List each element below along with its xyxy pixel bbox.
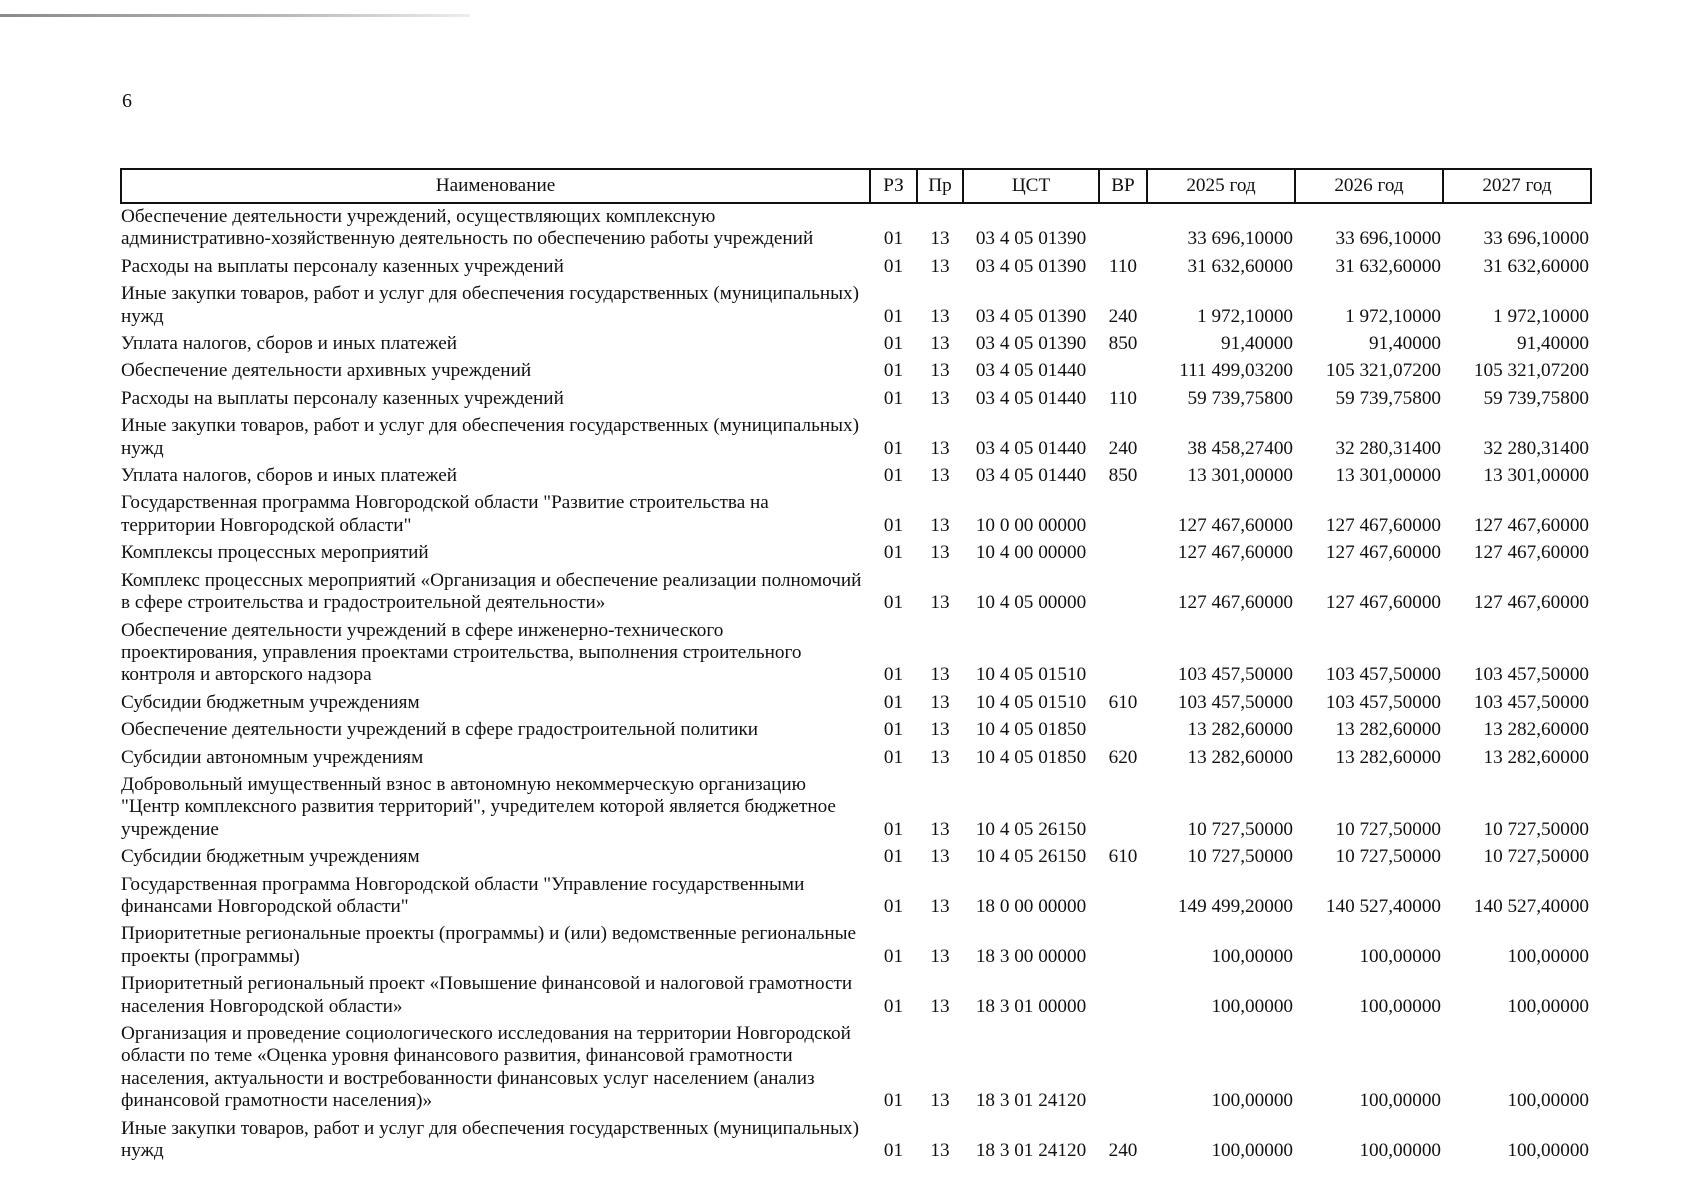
cell-pr: 13 bbox=[930, 592, 950, 614]
cell-pr: 13 bbox=[930, 1140, 950, 1162]
table-row bbox=[121, 490, 1591, 540]
table-row bbox=[121, 1116, 1591, 1166]
cell-2027: 100,00000 bbox=[1507, 1090, 1589, 1112]
cell-pr: 13 bbox=[930, 542, 950, 564]
cell-name: Уплата налогов, сборов и иных платежей bbox=[121, 465, 458, 487]
cell-2026: 127 467,60000 bbox=[1325, 514, 1441, 536]
cell-2025: 33 696,10000 bbox=[1187, 228, 1293, 250]
table-row bbox=[121, 745, 1591, 772]
cell-name: Добровольный имущественный взнос в автономную некоммерческую организацию "Центр комплексного развития территорий", учредителем которой является бюджетное учреждение bbox=[121, 773, 836, 840]
header-cst: ЦСТ bbox=[963, 169, 1099, 203]
cell-2027: 91,40000 bbox=[1517, 333, 1589, 355]
cell-2025: 31 632,60000 bbox=[1187, 255, 1293, 277]
cell-pr: 13 bbox=[930, 846, 950, 868]
cell-2027: 100,00000 bbox=[1507, 945, 1589, 967]
header-2025: 2025 год bbox=[1147, 169, 1295, 203]
cell-rz: 01 bbox=[883, 1090, 904, 1112]
cell-vr: 850 bbox=[1108, 333, 1138, 355]
table-header-row bbox=[121, 169, 1591, 203]
cell-2027: 100,00000 bbox=[1507, 1140, 1589, 1162]
header-2026: 2026 год bbox=[1295, 169, 1443, 203]
cell-2025: 103 457,50000 bbox=[1177, 691, 1293, 713]
cell-rz: 01 bbox=[883, 691, 904, 713]
cell-name: Обеспечение деятельности архивных учреждений bbox=[121, 360, 532, 382]
cell-2026: 33 696,10000 bbox=[1335, 228, 1441, 250]
table-row bbox=[121, 413, 1591, 463]
cell-vr bbox=[1099, 203, 1147, 254]
cell-cst: 10 4 05 01850 bbox=[975, 719, 1087, 741]
cell-vr bbox=[1099, 872, 1147, 922]
table-row bbox=[121, 717, 1591, 744]
header-pr: Пр bbox=[917, 169, 963, 203]
cell-pr: 13 bbox=[930, 228, 950, 250]
cell-name: Субсидии автономным учреждениям bbox=[121, 746, 424, 768]
cell-pr: 13 bbox=[930, 818, 950, 840]
table-row bbox=[121, 1021, 1591, 1116]
cell-vr bbox=[1099, 717, 1147, 744]
cell-rz: 01 bbox=[883, 746, 904, 768]
table-row bbox=[121, 203, 1591, 254]
cell-2026: 32 280,31400 bbox=[1335, 437, 1441, 459]
cell-cst: 18 3 01 00000 bbox=[975, 995, 1087, 1017]
cell-pr: 13 bbox=[930, 746, 950, 768]
cell-pr: 13 bbox=[930, 691, 950, 713]
cell-pr: 13 bbox=[930, 664, 950, 686]
cell-name: Иные закупки товаров, работ и услуг для обеспечения государственных (муниципальных) нужд bbox=[121, 415, 860, 459]
cell-2025: 100,00000 bbox=[1211, 995, 1293, 1017]
cell-2025: 91,40000 bbox=[1221, 333, 1293, 355]
table-row bbox=[121, 281, 1591, 331]
table-row bbox=[121, 971, 1591, 1021]
cell-2025: 59 739,75800 bbox=[1187, 387, 1293, 409]
cell-rz: 01 bbox=[883, 255, 904, 277]
cell-2026: 100,00000 bbox=[1359, 945, 1441, 967]
cell-2026: 1 972,10000 bbox=[1345, 305, 1441, 327]
cell-vr bbox=[1099, 772, 1147, 844]
table-row bbox=[121, 386, 1591, 413]
cell-2026: 105 321,07200 bbox=[1325, 360, 1441, 382]
cell-vr: 620 bbox=[1108, 746, 1138, 768]
cell-2025: 13 282,60000 bbox=[1187, 719, 1293, 741]
cell-cst: 18 3 00 00000 bbox=[975, 945, 1087, 967]
cell-pr: 13 bbox=[930, 945, 950, 967]
cell-name: Организация и проведение социологического исследования на территории Новгородской области по теме «Оценка уровня финансового развития, финансовой грамотности населения, актуальности и востребованности финансовых услуг населением (анализ финансовой грамотности населения)» bbox=[121, 1023, 851, 1112]
table-row bbox=[121, 772, 1591, 844]
header-name: Наименование bbox=[121, 169, 870, 203]
cell-2027: 100,00000 bbox=[1507, 995, 1589, 1017]
cell-2027: 103 457,50000 bbox=[1473, 664, 1589, 686]
cell-pr: 13 bbox=[930, 895, 950, 917]
cell-vr bbox=[1099, 540, 1147, 567]
table-row bbox=[121, 358, 1591, 385]
cell-2026: 59 739,75800 bbox=[1335, 387, 1441, 409]
cell-cst: 18 3 01 24120 bbox=[975, 1140, 1087, 1162]
cell-cst: 03 4 05 01390 bbox=[975, 305, 1087, 327]
cell-2026: 13 301,00000 bbox=[1335, 465, 1441, 487]
cell-2025: 149 499,20000 bbox=[1177, 895, 1293, 917]
cell-pr: 13 bbox=[930, 1090, 950, 1112]
cell-name: Расходы на выплаты персоналу казенных учреждений bbox=[121, 387, 564, 409]
cell-name: Приоритетный региональный проект «Повышение финансовой и налоговой грамотности населения Новгородской области» bbox=[121, 973, 853, 1017]
header-vr: ВР bbox=[1099, 169, 1147, 203]
cell-name: Субсидии бюджетным учреждениям bbox=[121, 846, 420, 868]
cell-2026: 13 282,60000 bbox=[1335, 746, 1441, 768]
cell-2026: 13 282,60000 bbox=[1335, 719, 1441, 741]
cell-rz: 01 bbox=[883, 846, 904, 868]
cell-rz: 01 bbox=[883, 360, 904, 382]
table-row bbox=[121, 540, 1591, 567]
cell-name: Приоритетные региональные проекты (программы) и (или) ведомственные региональные проекты (программы) bbox=[121, 923, 857, 967]
cell-cst: 10 4 05 01850 bbox=[975, 746, 1087, 768]
cell-vr bbox=[1099, 358, 1147, 385]
cell-name: Иные закупки товаров, работ и услуг для обеспечения государственных (муниципальных) нужд bbox=[121, 1117, 860, 1162]
cell-cst: 10 4 05 00000 bbox=[975, 592, 1087, 614]
cell-name: Государственная программа Новгородской области "Развитие строительства на территории Новгородской области" bbox=[121, 492, 769, 536]
cell-cst: 10 4 05 26150 bbox=[975, 846, 1087, 868]
table-row bbox=[121, 921, 1591, 971]
cell-rz: 01 bbox=[883, 228, 904, 250]
cell-2027: 13 282,60000 bbox=[1483, 746, 1589, 768]
cell-2026: 140 527,40000 bbox=[1325, 895, 1441, 917]
header-2027: 2027 год bbox=[1443, 169, 1591, 203]
scan-artifact-line bbox=[0, 14, 470, 17]
cell-2027: 31 632,60000 bbox=[1483, 255, 1589, 277]
cell-2027: 105 321,07200 bbox=[1473, 360, 1589, 382]
cell-2027: 127 467,60000 bbox=[1473, 542, 1589, 564]
cell-rz: 01 bbox=[883, 387, 904, 409]
cell-rz: 01 bbox=[883, 437, 904, 459]
cell-rz: 01 bbox=[883, 945, 904, 967]
cell-name: Комплексы процессных мероприятий bbox=[121, 542, 429, 564]
cell-2026: 91,40000 bbox=[1369, 333, 1441, 355]
cell-2026: 127 467,60000 bbox=[1325, 592, 1441, 614]
page-number: 6 bbox=[122, 90, 132, 112]
cell-vr bbox=[1099, 971, 1147, 1021]
cell-2026: 10 727,50000 bbox=[1335, 846, 1441, 868]
cell-cst: 18 0 00 00000 bbox=[975, 895, 1087, 917]
cell-name: Комплекс процессных мероприятий «Организация и обеспечение реализации полномочий в сфере строительства и градостроительной деятельности» bbox=[121, 569, 862, 614]
cell-2025: 100,00000 bbox=[1211, 1140, 1293, 1162]
cell-vr: 850 bbox=[1108, 465, 1138, 487]
cell-name: Расходы на выплаты персоналу казенных учреждений bbox=[121, 255, 564, 277]
cell-2026: 100,00000 bbox=[1359, 1090, 1441, 1112]
cell-cst: 10 4 05 01510 bbox=[975, 664, 1087, 686]
cell-cst: 03 4 05 01440 bbox=[975, 360, 1087, 382]
cell-2025: 10 727,50000 bbox=[1187, 818, 1293, 840]
cell-2025: 127 467,60000 bbox=[1177, 514, 1293, 536]
cell-2027: 59 739,75800 bbox=[1483, 387, 1589, 409]
cell-pr: 13 bbox=[930, 514, 950, 536]
cell-2026: 100,00000 bbox=[1359, 1140, 1441, 1162]
cell-2025: 13 301,00000 bbox=[1187, 465, 1293, 487]
table-row bbox=[121, 331, 1591, 358]
cell-rz: 01 bbox=[883, 818, 904, 840]
cell-2027: 13 282,60000 bbox=[1483, 719, 1589, 741]
cell-pr: 13 bbox=[930, 719, 950, 741]
cell-pr: 13 bbox=[930, 995, 950, 1017]
cell-vr: 610 bbox=[1108, 691, 1138, 713]
header-rz: РЗ bbox=[870, 169, 917, 203]
cell-cst: 10 0 00 00000 bbox=[975, 514, 1087, 536]
cell-2027: 103 457,50000 bbox=[1473, 691, 1589, 713]
cell-pr: 13 bbox=[930, 305, 950, 327]
cell-pr: 13 bbox=[930, 255, 950, 277]
cell-2025: 38 458,27400 bbox=[1187, 437, 1293, 459]
cell-name: Государственная программа Новгородской области "Управление государственными финансами Новгородской области" bbox=[121, 873, 805, 917]
cell-name: Обеспечение деятельности учреждений в сфере градостроительной политики bbox=[121, 719, 759, 741]
cell-2025: 111 499,03200 bbox=[1179, 360, 1293, 382]
cell-rz: 01 bbox=[883, 305, 904, 327]
table-row bbox=[121, 872, 1591, 922]
cell-cst: 03 4 05 01390 bbox=[975, 255, 1087, 277]
table-row bbox=[121, 618, 1591, 690]
table-body bbox=[121, 203, 1591, 1165]
cell-rz: 01 bbox=[883, 514, 904, 536]
cell-vr bbox=[1099, 1021, 1147, 1116]
cell-2027: 10 727,50000 bbox=[1483, 846, 1589, 868]
cell-rz: 01 bbox=[883, 333, 904, 355]
cell-2025: 100,00000 bbox=[1211, 1090, 1293, 1112]
cell-2026: 31 632,60000 bbox=[1335, 255, 1441, 277]
cell-rz: 01 bbox=[883, 719, 904, 741]
table-row bbox=[121, 254, 1591, 281]
cell-vr: 240 bbox=[1108, 305, 1138, 327]
cell-2027: 10 727,50000 bbox=[1483, 818, 1589, 840]
cell-2025: 1 972,10000 bbox=[1197, 305, 1293, 327]
budget-table bbox=[120, 168, 1592, 1165]
cell-2027: 127 467,60000 bbox=[1473, 592, 1589, 614]
cell-vr: 110 bbox=[1108, 387, 1138, 409]
cell-cst: 03 4 05 01390 bbox=[975, 333, 1087, 355]
cell-2027: 32 280,31400 bbox=[1483, 437, 1589, 459]
cell-2025: 127 467,60000 bbox=[1177, 592, 1293, 614]
cell-rz: 01 bbox=[883, 664, 904, 686]
cell-2027: 13 301,00000 bbox=[1483, 465, 1589, 487]
cell-rz: 01 bbox=[883, 895, 904, 917]
cell-2026: 103 457,50000 bbox=[1325, 691, 1441, 713]
cell-vr bbox=[1099, 568, 1147, 618]
cell-pr: 13 bbox=[930, 465, 950, 487]
cell-cst: 03 4 05 01390 bbox=[975, 228, 1087, 250]
cell-vr: 240 bbox=[1108, 1140, 1138, 1162]
table-row bbox=[121, 463, 1591, 490]
cell-2027: 1 972,10000 bbox=[1493, 305, 1589, 327]
cell-rz: 01 bbox=[883, 542, 904, 564]
cell-2027: 127 467,60000 bbox=[1473, 514, 1589, 536]
cell-name: Субсидии бюджетным учреждениям bbox=[121, 691, 420, 713]
cell-2025: 13 282,60000 bbox=[1187, 746, 1293, 768]
cell-vr bbox=[1099, 490, 1147, 540]
cell-2026: 10 727,50000 bbox=[1335, 818, 1441, 840]
cell-2025: 100,00000 bbox=[1211, 945, 1293, 967]
cell-cst: 03 4 05 01440 bbox=[975, 465, 1087, 487]
cell-pr: 13 bbox=[930, 360, 950, 382]
cell-cst: 03 4 05 01440 bbox=[975, 437, 1087, 459]
cell-2025: 127 467,60000 bbox=[1177, 542, 1293, 564]
cell-name: Иные закупки товаров, работ и услуг для обеспечения государственных (муниципальных) нужд bbox=[121, 283, 860, 327]
cell-2027: 140 527,40000 bbox=[1473, 895, 1589, 917]
cell-vr bbox=[1099, 921, 1147, 971]
cell-pr: 13 bbox=[930, 387, 950, 409]
cell-vr: 110 bbox=[1108, 255, 1138, 277]
cell-name: Обеспечение деятельности учреждений в сфере инженерно-технического проектирования, управления проектами строительства, выполнения строительного контроля и авторского надзора bbox=[121, 619, 802, 686]
cell-vr: 240 bbox=[1108, 437, 1138, 459]
cell-rz: 01 bbox=[883, 1140, 904, 1162]
cell-2026: 103 457,50000 bbox=[1325, 664, 1441, 686]
cell-vr: 610 bbox=[1108, 846, 1138, 868]
cell-pr: 13 bbox=[930, 333, 950, 355]
cell-name: Уплата налогов, сборов и иных платежей bbox=[121, 333, 458, 355]
cell-rz: 01 bbox=[883, 995, 904, 1017]
cell-2026: 127 467,60000 bbox=[1325, 542, 1441, 564]
table-row bbox=[121, 568, 1591, 618]
cell-cst: 10 4 00 00000 bbox=[975, 542, 1087, 564]
table-row bbox=[121, 690, 1591, 717]
cell-2027: 33 696,10000 bbox=[1483, 228, 1589, 250]
cell-vr bbox=[1099, 618, 1147, 690]
cell-cst: 10 4 05 26150 bbox=[975, 818, 1087, 840]
cell-cst: 10 4 05 01510 bbox=[975, 691, 1087, 713]
cell-name: Обеспечение деятельности учреждений, осуществляющих комплексную административно-хозяйственную деятельность по обеспечению работы учреждений bbox=[121, 206, 814, 250]
table-row bbox=[121, 844, 1591, 871]
cell-2026: 100,00000 bbox=[1359, 995, 1441, 1017]
cell-cst: 18 3 01 24120 bbox=[975, 1090, 1087, 1112]
cell-2025: 103 457,50000 bbox=[1177, 664, 1293, 686]
cell-cst: 03 4 05 01440 bbox=[975, 387, 1087, 409]
cell-rz: 01 bbox=[883, 465, 904, 487]
cell-pr: 13 bbox=[930, 437, 950, 459]
cell-rz: 01 bbox=[883, 592, 904, 614]
cell-2025: 10 727,50000 bbox=[1187, 846, 1293, 868]
